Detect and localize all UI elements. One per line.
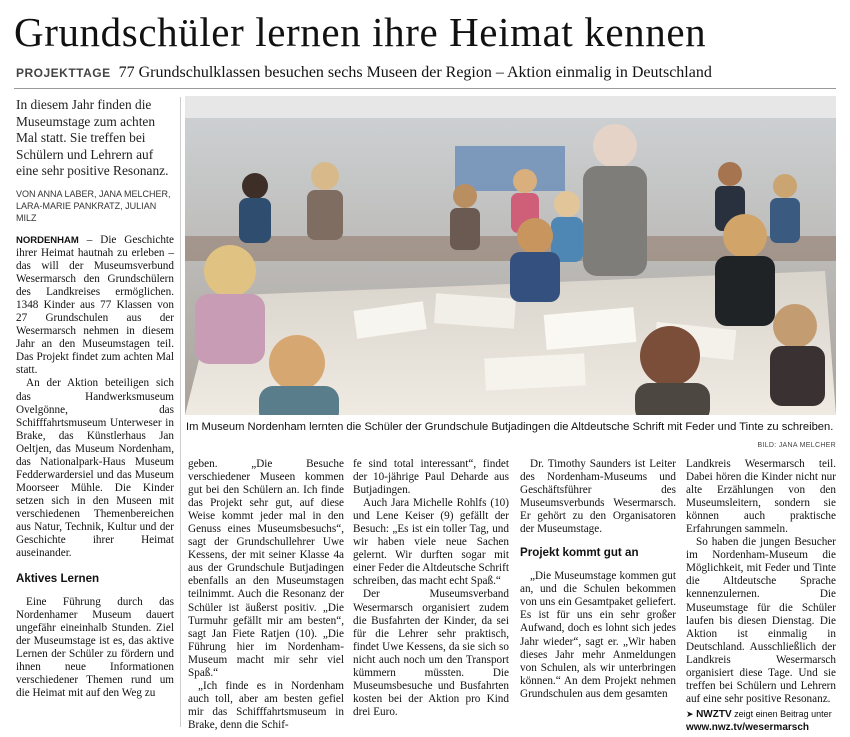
paragraph: „Die Museumstage kommen gut an, und die Schulen bekommen von uns ein Gesamtpaket geliefert. Es ist für uns ein sehr großer Aufwand, doch es lohnt sich jedes Jahr wieder“, sagt er. „Wir haben dieses Jahr mehr Anmeldungen von Schulen, als wir unterbringen können.“ An dem Projekt nehmen Grundschulen aus dem gesamten	[520, 570, 676, 700]
article-column-3	[353, 458, 509, 719]
paragraph: So haben die jungen Besucher im Nordenham-Museum die Möglichkeit, mit Feder und Tinte die Altdeutsche Sprache kennenzulernen. Die Museumstage für die Schüler laufen bis diesen Dienstag. Die Aktion ist einmalig in Deutschland. Ausschließlich der Landkreis Wesermarsch organisiert diese Tage. Und sie treffen bei Schülern und Lehrern auf eine sehr positive Resonanz.	[686, 536, 836, 705]
paragraph: Dr. Timothy Saunders ist Leiter des Nordenham-Museums und Geschäftsführer des Museumsverbunds Wesermarsch. Er gehört zu den Organisatoren der Museumstage.	[520, 458, 676, 536]
nwztv-link[interactable]: www.nwz.tv/wesermarsch	[686, 721, 810, 733]
lead-paragraph: In diesem Jahr finden die Museumstage zum achten Mal statt. Sie treffen bei Schülern und Lehrern auf eine sehr positive Resonanz.	[16, 97, 169, 179]
kicker: PROJEKTTAGE	[16, 66, 111, 80]
column-divider	[180, 97, 181, 727]
paragraph: fe sind total interessant“, findet der 10-jährige Paul Deharde aus Butjadingen.	[353, 458, 509, 497]
subhead-projekt-kommt-gut-an: Projekt kommt gut an	[520, 546, 639, 560]
article-column-5	[686, 458, 836, 734]
paragraph	[16, 234, 174, 378]
subheadline	[16, 62, 838, 84]
paragraph-text: – Die Geschichte ihrer Heimat hautnah zu erleben – das will der Museumsverbund Wesermarsch den Grundschülern des Landkreises ermöglichen. 1348 Kinder aus 77 Klassen von 27 Grundschulen aus der Wesermarsch nehmen in diesem Jahr an den Museumstagen teil. Das Projekt findet zum achten Mal statt.	[16, 233, 175, 377]
paragraph: Landkreis Wesermarsch teil. Dabei hören die Kinder nicht nur alte Erzählungen von den Museumsleitern, sondern sie können auch praktische Erfahrungen sammeln.	[686, 458, 836, 536]
article-column-4	[520, 458, 676, 701]
article-column-2	[188, 458, 344, 732]
headline-rule	[14, 88, 836, 89]
headline: Grundschüler lernen ihre Heimat kennen	[14, 9, 707, 55]
classroom-photo-illustration	[185, 96, 836, 415]
paragraph: Eine Führung durch das Nordenhamer Museum dauert ungefähr eineinhalb Stunden. Ziel der Museumstage ist es, das aktive Lernen der Schüler zu fördern und ihnen neue Informationen verschiedener Themen rund um die Heimat mit auf den Weg zu	[16, 596, 174, 700]
arrow-right-icon: ➤	[686, 708, 694, 719]
photo-credit: BILD: JANA MELCHER	[757, 442, 836, 449]
paragraph: An der Aktion beteiligen sich das Handwerksmuseum Ovelgönne, das Schifffahrtsmuseum Unterweser in Brake, das Künstlerhaus Jan Oeltjen, das Museum Nordenham, das Nationalpark-Haus Museum Fedderwardersiel und das Museum Moorseer Mühle. Die Kinder setzen sich in den Museen mit verschiedenen Themenbereichen aus Natur, Technik, Kultur und der Geschichte ihrer Heimat auseinander.	[16, 377, 174, 560]
paragraph: Der Museumsverband Wesermarsch organisiert zudem die Busfahrten der Kinder, da sei für die Lehrer sehr praktisch, findet Uwe Kessens, da sie sich so nicht auch noch um den Transport kümmern müssten. Die Museumsbesuche und Busfahrten kosten bei der Aktion pro Kind drei Euro.	[353, 588, 509, 718]
subheadline-text: 77 Grundschulklassen besuchen sechs Museen der Region – Aktion einmalig in Deutschland	[118, 64, 712, 81]
dateline: NORDENHAM	[16, 234, 79, 246]
byline: VON ANNA LABER, JANA MELCHER, LARA-MARIE PANKRATZ, JULIAN MILZ	[16, 188, 171, 223]
paragraph: geben. „Die Besuche verschiedener Museen kommen gut bei den Schülern an. Ich finde das Projekt sehr gut, auf diese Weise kommt jeder mal in den Genuss eines Museumsbesuchs“, sagt der Grundschullehrer Uwe Kessens, der mit seiner Klasse 4a aus der Grundschule Butjadingen ebenfalls an den Museumstagen teilnimmt. Auch die Resonanz der Schüler ist äußerst positiv. „Die Turmuhr gefällt mir am besten“, sagt Jan Fiete Ratjen (10). „Die Führung hier im Nordenham-Museum macht mir sehr viel Spaß.“	[188, 458, 344, 679]
nwztv-promo	[686, 708, 836, 734]
paragraph: „Ich finde es in Nordenham auch toll, aber am besten gefiel mir das Schifffahrtsmuseum in Brake, denn die Schif-	[188, 679, 344, 731]
nwztv-brand: NWZTV	[696, 708, 732, 720]
subhead-aktives-lernen: Aktives Lernen	[16, 572, 100, 586]
photo-caption: Im Museum Nordenham lernten die Schüler der Grundschule Butjadingen die Altdeutsche Schrift mit Feder und Tinte zu schreiben.	[186, 421, 834, 433]
paragraph: Auch Jara Michelle Rohlfs (10) und Lene Keiser (9) gefällt der Besuch: „Es ist ein toller Tag, und wir haben viele neue Sachen gelernt. Wir durften sogar mit einer Feder die Altdeutsche Schrift schreiben, das macht echt Spaß.“	[353, 497, 509, 588]
article-column-1	[16, 97, 174, 701]
nwztv-text: zeigt einen Beitrag unter	[734, 708, 832, 719]
article-photo	[185, 96, 836, 415]
